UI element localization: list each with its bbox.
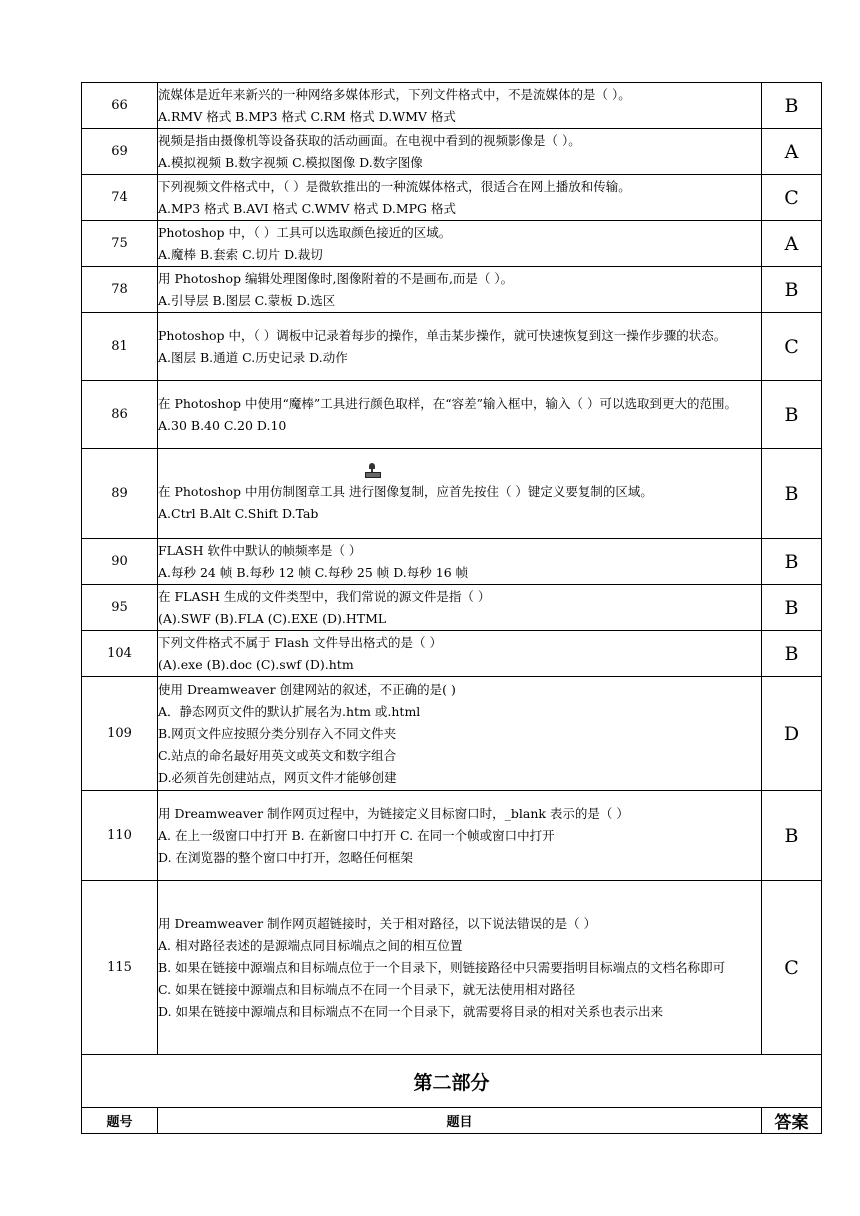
question-stem: 在 FLASH 生成的文件类型中，我们常说的源文件是指（ ） [158, 588, 491, 604]
question-option: D. 如果在链接中源端点和目标端点不在同一个目录下，就需要将目录的相对关系也表示出来 [158, 1003, 664, 1019]
question-number: 90 [82, 539, 158, 585]
question-option: A.Ctrl B.Alt C.Shift D.Tab [158, 505, 319, 521]
question-stem: 用 Photoshop 编辑处理图像时,图像附着的不是画布,而是（ ）。 [158, 270, 514, 286]
question-option: A.引导层 B.图层 C.蒙板 D.选区 [158, 292, 336, 308]
question-option: A.MP3 格式 B.AVI 格式 C.WMV 格式 D.MPG 格式 [158, 200, 457, 216]
question-number: 74 [82, 175, 158, 221]
question-option: (A).exe (B).doc (C).swf (D).htm [158, 656, 354, 672]
answer-cell: B [762, 83, 822, 129]
header-answer: 答案 [762, 1108, 822, 1134]
question-text [158, 631, 762, 677]
question-table [81, 82, 822, 1134]
question-number: 66 [82, 83, 158, 129]
question-option: B.网页文件应按照分类分别存入不同文件夹 [158, 725, 397, 741]
answer-cell: D [762, 677, 822, 791]
question-stem: 视频是指由摄像机等设备获取的活动画面。在电视中看到的视频影像是（ ）。 [158, 132, 581, 148]
question-number: 78 [82, 267, 158, 313]
table-row [82, 313, 822, 381]
table-row [82, 881, 822, 1055]
question-stem: 使用 Dreamweaver 创建网站的叙述，不正确的是( ) [158, 681, 456, 697]
table-row [82, 83, 822, 129]
stamp-icon [363, 463, 381, 477]
question-text [158, 791, 762, 881]
question-stem: 在 Photoshop 中用仿制图章工具 进行图像复制，应首先按住（ ）键定义要复制的区域。 [158, 483, 653, 499]
question-number: 110 [82, 791, 158, 881]
question-option: C.站点的命名最好用英文或英文和数字组合 [158, 747, 397, 763]
table-row [82, 585, 822, 631]
question-text [158, 175, 762, 221]
question-option: C. 如果在链接中源端点和目标端点不在同一个目录下，就无法使用相对路径 [158, 981, 576, 997]
question-text [158, 585, 762, 631]
question-option: A.RMV 格式 B.MP3 格式 C.RM 格式 D.WMV 格式 [158, 108, 456, 124]
section-title: 第二部分 [82, 1055, 822, 1108]
question-text [158, 129, 762, 175]
question-text [158, 677, 762, 791]
question-text [158, 539, 762, 585]
question-number: 89 [82, 449, 158, 539]
question-text [158, 221, 762, 267]
table-row [82, 381, 822, 449]
question-option: B. 如果在链接中源端点和目标端点位于一个目录下，则链接路径中只需要指明目标端点的文档名称即可 [158, 959, 726, 975]
table-row [82, 267, 822, 313]
header-row [82, 1108, 822, 1134]
table-row [82, 129, 822, 175]
question-stem: Photoshop 中，（ ）工具可以选取颜色接近的区域。 [158, 224, 452, 240]
answer-cell: B [762, 381, 822, 449]
question-stem: 用 Dreamweaver 制作网页超链接时，关于相对路径，以下说法错误的是（ ） [158, 915, 597, 931]
question-stem: FLASH 软件中默认的帧频率是（ ） [158, 542, 362, 558]
question-number: 69 [82, 129, 158, 175]
answer-cell: C [762, 881, 822, 1055]
question-stem: 下列文件格式不属于 Flash 文件导出格式的是（ ） [158, 634, 443, 650]
question-rows [82, 83, 822, 1055]
answer-cell: B [762, 585, 822, 631]
question-stem: Photoshop 中，（ ）调板中记录着每步的操作，单击某步操作，就可快速恢复到这一操作步骤的状态。 [158, 327, 727, 343]
question-stem: 流媒体是近年来新兴的一种网络多媒体形式，下列文件格式中，不是流媒体的是（ ）。 [158, 86, 631, 102]
question-option: A.图层 B.通道 C.历史记录 D.动作 [158, 349, 348, 365]
question-number: 86 [82, 381, 158, 449]
question-number: 75 [82, 221, 158, 267]
question-stem: 下列视频文件格式中，（ ）是微软推出的一种流媒体格式，很适合在网上播放和传输。 [158, 178, 631, 194]
question-text [158, 449, 762, 539]
question-option: A. 在上一级窗口中打开 B. 在新窗口中打开 C. 在同一个帧或窗口中打开 [158, 827, 555, 843]
question-option: A.模拟视频 B.数字视频 C.模拟图像 D.数字图像 [158, 154, 423, 170]
table-row [82, 175, 822, 221]
question-option: A.30 B.40 C.20 D.10 [158, 417, 287, 433]
header-question: 题目 [158, 1108, 762, 1134]
section-row [82, 1055, 822, 1108]
answer-cell: B [762, 631, 822, 677]
question-number: 115 [82, 881, 158, 1055]
answer-cell: B [762, 791, 822, 881]
question-option: A. 相对路径表述的是源端点同目标端点之间的相互位置 [158, 937, 463, 953]
answer-cell: A [762, 221, 822, 267]
question-text [158, 313, 762, 381]
question-option: A.每秒 24 帧 B.每秒 12 帧 C.每秒 25 帧 D.每秒 16 帧 [158, 564, 469, 580]
table-row [82, 631, 822, 677]
question-stem: 在 Photoshop 中使用“魔棒”工具进行颜色取样，在“容差”输入框中，输入（ ）可以选取到更大的范围。 [158, 395, 738, 411]
question-option: D.必须首先创建站点，网页文件才能够创建 [158, 769, 397, 785]
question-number: 95 [82, 585, 158, 631]
answer-cell: B [762, 539, 822, 585]
table-row [82, 791, 822, 881]
table-row [82, 539, 822, 585]
table-row [82, 221, 822, 267]
header-num: 题号 [82, 1108, 158, 1134]
question-stem: 用 Dreamweaver 制作网页过程中，为链接定义目标窗口时，_blank 表示的是（ ） [158, 805, 629, 821]
answer-cell: B [762, 449, 822, 539]
question-option: A．静态网页文件的默认扩展名为.htm 或.html [158, 703, 421, 719]
question-number: 109 [82, 677, 158, 791]
question-text [158, 381, 762, 449]
question-option: D. 在浏览器的整个窗口中打开，忽略任何框架 [158, 849, 414, 865]
question-option: (A).SWF (B).FLA (C).EXE (D).HTML [158, 610, 387, 626]
question-option: A.魔棒 B.套索 C.切片 D.裁切 [158, 246, 323, 262]
answer-cell: A [762, 129, 822, 175]
question-number: 104 [82, 631, 158, 677]
question-text [158, 267, 762, 313]
table-row [82, 449, 822, 539]
answer-cell: B [762, 267, 822, 313]
stamp-icon-line [158, 463, 761, 481]
question-text [158, 881, 762, 1055]
answer-cell: C [762, 175, 822, 221]
answer-cell: C [762, 313, 822, 381]
table-row [82, 677, 822, 791]
question-number: 81 [82, 313, 158, 381]
question-text [158, 83, 762, 129]
